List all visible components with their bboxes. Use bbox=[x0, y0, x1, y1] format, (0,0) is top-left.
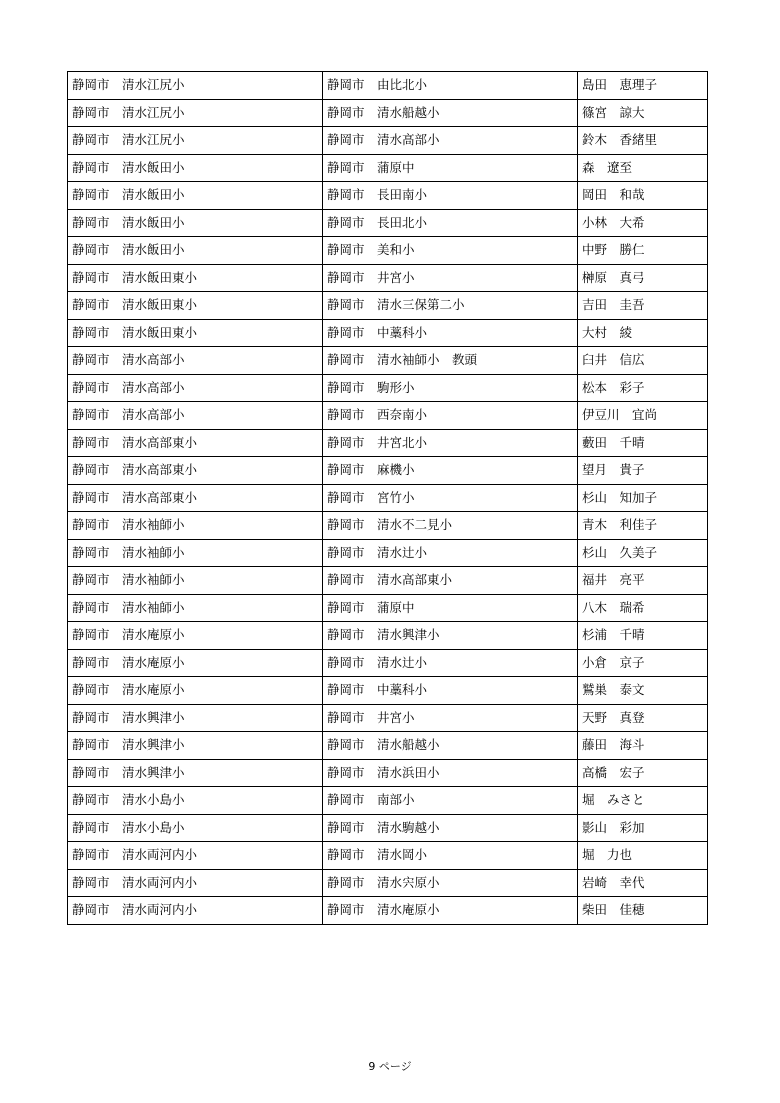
from-school-cell: 静岡市 清水袖師小 bbox=[68, 512, 323, 540]
to-school-cell: 静岡市 清水船越小 bbox=[323, 99, 578, 127]
person-name-cell: 青木 利佳子 bbox=[578, 512, 708, 540]
to-school-cell: 静岡市 清水辻小 bbox=[323, 649, 578, 677]
person-name-cell: 大村 綾 bbox=[578, 319, 708, 347]
table-row bbox=[68, 732, 708, 760]
from-school-cell: 静岡市 清水小島小 bbox=[68, 814, 323, 842]
from-school-cell: 静岡市 清水江尻小 bbox=[68, 99, 323, 127]
person-name-cell: 伊豆川 宜尚 bbox=[578, 402, 708, 430]
table-row bbox=[68, 457, 708, 485]
from-school-cell: 静岡市 清水飯田小 bbox=[68, 237, 323, 265]
to-school-cell: 静岡市 清水高部小 bbox=[323, 127, 578, 155]
person-name-cell: 臼井 信広 bbox=[578, 347, 708, 375]
from-school-cell: 静岡市 清水袖師小 bbox=[68, 567, 323, 595]
to-school-cell: 静岡市 清水不二見小 bbox=[323, 512, 578, 540]
to-school-cell: 静岡市 駒形小 bbox=[323, 374, 578, 402]
to-school-cell: 静岡市 井宮小 bbox=[323, 264, 578, 292]
from-school-cell: 静岡市 清水飯田小 bbox=[68, 182, 323, 210]
person-name-cell: 鈴木 香緒里 bbox=[578, 127, 708, 155]
from-school-cell: 静岡市 清水小島小 bbox=[68, 787, 323, 815]
person-name-cell: 天野 真登 bbox=[578, 704, 708, 732]
person-name-cell: 杉浦 千晴 bbox=[578, 622, 708, 650]
to-school-cell: 静岡市 井宮小 bbox=[323, 704, 578, 732]
to-school-cell: 静岡市 美和小 bbox=[323, 237, 578, 265]
table-row bbox=[68, 814, 708, 842]
from-school-cell: 静岡市 清水庵原小 bbox=[68, 622, 323, 650]
from-school-cell: 静岡市 清水飯田東小 bbox=[68, 264, 323, 292]
to-school-cell: 静岡市 中藁科小 bbox=[323, 677, 578, 705]
person-name-cell: 岡田 和哉 bbox=[578, 182, 708, 210]
from-school-cell: 静岡市 清水飯田小 bbox=[68, 154, 323, 182]
table-row bbox=[68, 512, 708, 540]
to-school-cell: 静岡市 清水浜田小 bbox=[323, 759, 578, 787]
from-school-cell: 静岡市 清水高部小 bbox=[68, 347, 323, 375]
to-school-cell: 静岡市 清水岡小 bbox=[323, 842, 578, 870]
table-row bbox=[68, 374, 708, 402]
to-school-cell: 静岡市 長田北小 bbox=[323, 209, 578, 237]
person-name-cell: 岩崎 幸代 bbox=[578, 869, 708, 897]
personnel-table-body bbox=[68, 72, 708, 925]
from-school-cell: 静岡市 清水高部東小 bbox=[68, 484, 323, 512]
table-row bbox=[68, 72, 708, 100]
from-school-cell: 静岡市 清水飯田東小 bbox=[68, 319, 323, 347]
from-school-cell: 静岡市 清水両河内小 bbox=[68, 842, 323, 870]
to-school-cell: 静岡市 南部小 bbox=[323, 787, 578, 815]
person-name-cell: 藤田 海斗 bbox=[578, 732, 708, 760]
table-row bbox=[68, 842, 708, 870]
table-row bbox=[68, 237, 708, 265]
person-name-cell: 影山 彩加 bbox=[578, 814, 708, 842]
from-school-cell: 静岡市 清水高部東小 bbox=[68, 457, 323, 485]
from-school-cell: 静岡市 清水興津小 bbox=[68, 759, 323, 787]
to-school-cell: 静岡市 麻機小 bbox=[323, 457, 578, 485]
table-row bbox=[68, 209, 708, 237]
person-name-cell: 篠宮 諒大 bbox=[578, 99, 708, 127]
to-school-cell: 静岡市 清水袖師小 教頭 bbox=[323, 347, 578, 375]
table-row bbox=[68, 292, 708, 320]
person-name-cell: 鷲巣 泰文 bbox=[578, 677, 708, 705]
person-name-cell: 福井 亮平 bbox=[578, 567, 708, 595]
person-name-cell: 吉田 圭吾 bbox=[578, 292, 708, 320]
from-school-cell: 静岡市 清水興津小 bbox=[68, 704, 323, 732]
table-row bbox=[68, 649, 708, 677]
person-name-cell: 堀 みさと bbox=[578, 787, 708, 815]
from-school-cell: 静岡市 清水袖師小 bbox=[68, 539, 323, 567]
person-name-cell: 藪田 千晴 bbox=[578, 429, 708, 457]
from-school-cell: 静岡市 清水両河内小 bbox=[68, 897, 323, 925]
person-name-cell: 小倉 京子 bbox=[578, 649, 708, 677]
table-row bbox=[68, 677, 708, 705]
table-row bbox=[68, 787, 708, 815]
to-school-cell: 静岡市 清水三保第二小 bbox=[323, 292, 578, 320]
table-row bbox=[68, 402, 708, 430]
table-row bbox=[68, 869, 708, 897]
person-name-cell: 杉山 知加子 bbox=[578, 484, 708, 512]
person-name-cell: 柴田 佳穂 bbox=[578, 897, 708, 925]
table-row bbox=[68, 539, 708, 567]
table-row bbox=[68, 759, 708, 787]
table-row bbox=[68, 897, 708, 925]
person-name-cell: 小林 大希 bbox=[578, 209, 708, 237]
table-row bbox=[68, 484, 708, 512]
from-school-cell: 静岡市 清水江尻小 bbox=[68, 72, 323, 100]
person-name-cell: 森 遼至 bbox=[578, 154, 708, 182]
person-name-cell: 松本 彩子 bbox=[578, 374, 708, 402]
to-school-cell: 静岡市 清水駒越小 bbox=[323, 814, 578, 842]
table-row bbox=[68, 594, 708, 622]
from-school-cell: 静岡市 清水江尻小 bbox=[68, 127, 323, 155]
table-row bbox=[68, 319, 708, 347]
from-school-cell: 静岡市 清水飯田東小 bbox=[68, 292, 323, 320]
to-school-cell: 静岡市 西奈南小 bbox=[323, 402, 578, 430]
from-school-cell: 静岡市 清水高部東小 bbox=[68, 429, 323, 457]
table-row bbox=[68, 347, 708, 375]
table-row bbox=[68, 704, 708, 732]
to-school-cell: 静岡市 井宮北小 bbox=[323, 429, 578, 457]
to-school-cell: 静岡市 清水宍原小 bbox=[323, 869, 578, 897]
person-name-cell: 島田 恵理子 bbox=[578, 72, 708, 100]
table-row bbox=[68, 127, 708, 155]
person-name-cell: 堀 力也 bbox=[578, 842, 708, 870]
table-row bbox=[68, 429, 708, 457]
personnel-table bbox=[67, 71, 708, 925]
from-school-cell: 静岡市 清水袖師小 bbox=[68, 594, 323, 622]
person-name-cell: 榊原 真弓 bbox=[578, 264, 708, 292]
table-row bbox=[68, 99, 708, 127]
from-school-cell: 静岡市 清水両河内小 bbox=[68, 869, 323, 897]
to-school-cell: 静岡市 清水船越小 bbox=[323, 732, 578, 760]
to-school-cell: 静岡市 宮竹小 bbox=[323, 484, 578, 512]
table-row bbox=[68, 622, 708, 650]
person-name-cell: 中野 勝仁 bbox=[578, 237, 708, 265]
to-school-cell: 静岡市 蒲原中 bbox=[323, 594, 578, 622]
table-row bbox=[68, 154, 708, 182]
to-school-cell: 静岡市 蒲原中 bbox=[323, 154, 578, 182]
page-number: 9 ページ bbox=[368, 1060, 412, 1073]
to-school-cell: 静岡市 由比北小 bbox=[323, 72, 578, 100]
to-school-cell: 静岡市 清水高部東小 bbox=[323, 567, 578, 595]
from-school-cell: 静岡市 清水庵原小 bbox=[68, 677, 323, 705]
table-row bbox=[68, 264, 708, 292]
from-school-cell: 静岡市 清水飯田小 bbox=[68, 209, 323, 237]
person-name-cell: 八木 瑞希 bbox=[578, 594, 708, 622]
to-school-cell: 静岡市 清水庵原小 bbox=[323, 897, 578, 925]
to-school-cell: 静岡市 中藁科小 bbox=[323, 319, 578, 347]
from-school-cell: 静岡市 清水高部小 bbox=[68, 374, 323, 402]
to-school-cell: 静岡市 清水辻小 bbox=[323, 539, 578, 567]
from-school-cell: 静岡市 清水興津小 bbox=[68, 732, 323, 760]
from-school-cell: 静岡市 清水高部小 bbox=[68, 402, 323, 430]
from-school-cell: 静岡市 清水庵原小 bbox=[68, 649, 323, 677]
to-school-cell: 静岡市 清水興津小 bbox=[323, 622, 578, 650]
table-row bbox=[68, 567, 708, 595]
person-name-cell: 高橋 宏子 bbox=[578, 759, 708, 787]
person-name-cell: 杉山 久美子 bbox=[578, 539, 708, 567]
person-name-cell: 望月 貴子 bbox=[578, 457, 708, 485]
to-school-cell: 静岡市 長田南小 bbox=[323, 182, 578, 210]
table-row bbox=[68, 182, 708, 210]
